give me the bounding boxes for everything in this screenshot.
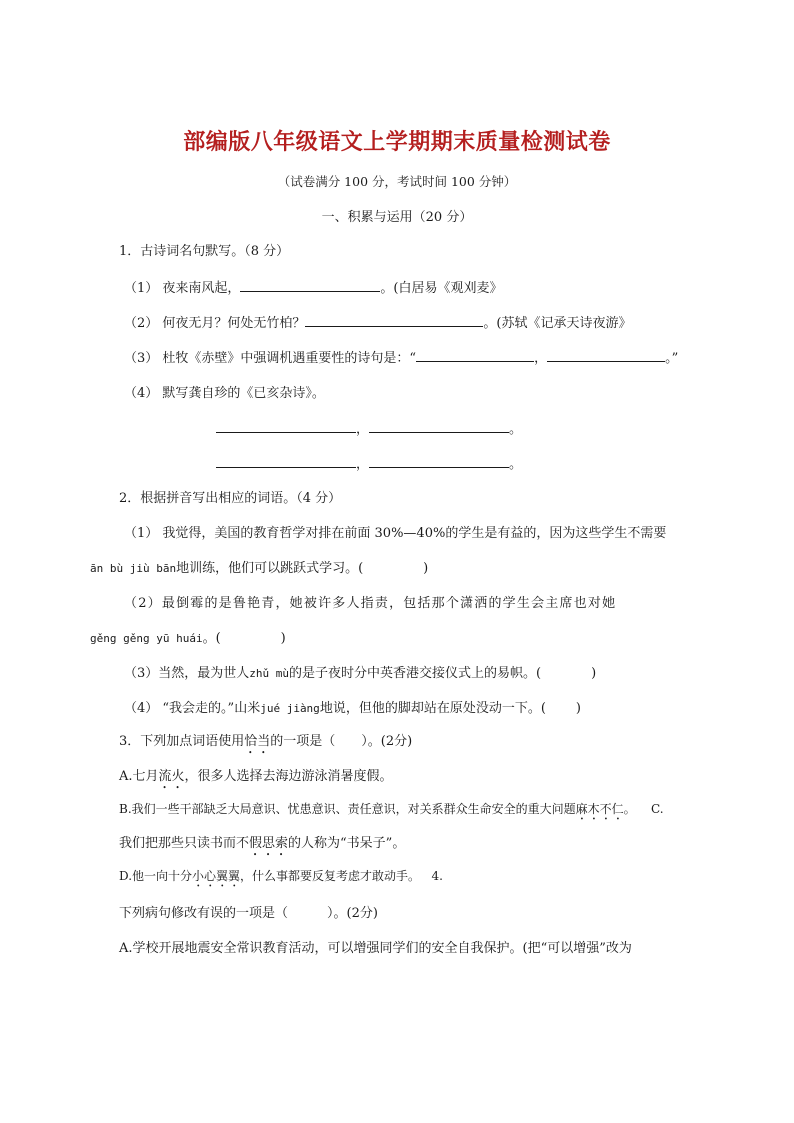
q4-option-a: A.学校开展地震安全常识教育活动，可以增强同学们的安全自我保护。(把“可以增强”改为	[119, 941, 632, 956]
q2-item-2-cont	[90, 627, 660, 646]
q3-option-b	[119, 800, 689, 823]
option-d-post: ，什么事都要反复考虑才敢动手。	[240, 869, 421, 883]
paren-close: )	[591, 666, 597, 681]
q3-option-c	[119, 832, 689, 859]
q1-item-2-prefix: （2） 何夜无月？何处无竹柏？	[124, 316, 306, 331]
q1-item-3-prefix: （3） 杜牧《赤壁》中强调机遇重要性的诗句是：“	[124, 351, 417, 366]
paren-close: )	[280, 631, 286, 646]
q1-item-2-source: 。(苏轼《记承天诗夜游》	[483, 316, 632, 331]
pinyin-text: gěng gěng yū huái	[90, 632, 203, 645]
comma: ，	[356, 422, 370, 437]
poem-line-2	[216, 453, 786, 472]
option-b-post: 。	[623, 802, 636, 816]
period: 。	[509, 457, 523, 472]
q2-item-3-prefix: （3）当然，最为世人	[124, 666, 250, 681]
q1-item-3-end: 。”	[665, 351, 679, 366]
pinyin-text: zhǔ mù	[249, 667, 290, 680]
answer-blank[interactable]	[547, 348, 665, 362]
comma: ，	[356, 457, 370, 472]
pinyin-text: ān bù jiù bān	[90, 562, 177, 575]
q1-item-3	[124, 347, 694, 366]
option-a-post: ，很多人选择去海边游泳消暑度假。	[184, 769, 393, 784]
exam-subtitle: （试卷满分 100 分，考试时间 100 分钟）	[277, 174, 517, 189]
option-c-post: 的人称为“书呆子”。	[288, 836, 406, 851]
option-a-pre: A.七月	[119, 769, 159, 784]
q1-item-1-source: 。(白居易《观刈麦》	[380, 281, 503, 296]
q2-item-3	[124, 662, 694, 681]
paren-close: )	[575, 701, 581, 716]
option-d-pre: D.他一向十分	[119, 869, 193, 883]
q2-item-2: （2）最倒霉的是鲁艳青，她被许多人指责，包括那个潇洒的学生会主席也对她	[124, 596, 617, 611]
q2-item-4-prefix: （4） “我会走的。”山米	[124, 701, 261, 716]
answer-blank[interactable]	[369, 419, 509, 433]
q3-stem	[119, 730, 689, 757]
dotted-word: 麻木不仁	[575, 802, 624, 816]
answer-blank[interactable]	[216, 454, 356, 468]
q3-option-d	[119, 867, 689, 890]
answer-blank[interactable]	[240, 278, 380, 292]
q2-item-1: （1） 我觉得，美国的教育哲学对排在前面 30%—40%的学生是有益的，因为这些学生不需要	[124, 526, 667, 541]
dotted-word: 小心翼翼	[192, 869, 241, 883]
option-b-pre: B.我们一些干部缺乏大局意识、忧患意识、责任意识，对关系群众生命安全的重大问题	[119, 802, 576, 816]
period: 。	[509, 422, 523, 437]
q2-item-4-text: 地说，但他的脚却站在原处没动一下。(	[319, 701, 546, 716]
dotted-word: 假思索	[249, 836, 289, 851]
paren-close: )	[423, 561, 429, 576]
q2-stem: 2．根据拼音写出相应的词语。（4 分）	[119, 491, 342, 506]
q1-stem: 1．古诗词名句默写。（8 分）	[119, 244, 290, 259]
q1-item-1-prefix: （1） 夜来南风起，	[124, 281, 241, 296]
answer-blank[interactable]	[216, 419, 356, 433]
section-heading: 一、积累与运用（20 分）	[321, 210, 473, 225]
q1-item-1	[124, 277, 694, 296]
q2-item-1-text: 地训练，他们可以跳跃式学习。(	[176, 561, 364, 576]
dotted-word: 恰当	[244, 734, 271, 749]
q3-stem-post: 的一项是（ ）。(2分)	[270, 734, 413, 749]
q4-stem: 下列病句修改有误的一项是（ ）。(2分)	[119, 906, 378, 921]
answer-blank[interactable]	[369, 454, 509, 468]
q3-option-a	[119, 765, 689, 792]
q3-stem-pre: 3．下列加点词语使用	[119, 734, 245, 749]
q1-item-2	[124, 312, 694, 331]
page-title: 部编版八年级语文上学期期末质量检测试卷	[183, 130, 611, 155]
poem-line-1	[216, 418, 786, 437]
q2-item-3-text: 的是子夜时分中英香港交接仪式上的易帜。(	[289, 666, 542, 681]
q2-item-4	[124, 697, 694, 716]
q1-item-3-mid: ，	[534, 351, 548, 366]
option-c-pre: 我们把那些只读书而不	[119, 836, 250, 851]
answer-blank[interactable]	[416, 348, 534, 362]
q4-number: 4.	[431, 869, 443, 883]
q2-item-2-text: 。(	[202, 631, 221, 646]
q2-item-1-cont	[90, 557, 660, 576]
q1-item-4: （4） 默写龚自珍的《已亥杂诗》。	[124, 386, 325, 401]
pinyin-text: jué jiàng	[260, 702, 320, 715]
dotted-word: 流火	[158, 769, 185, 784]
answer-blank[interactable]	[305, 313, 483, 327]
option-c-label: C.	[650, 802, 664, 816]
